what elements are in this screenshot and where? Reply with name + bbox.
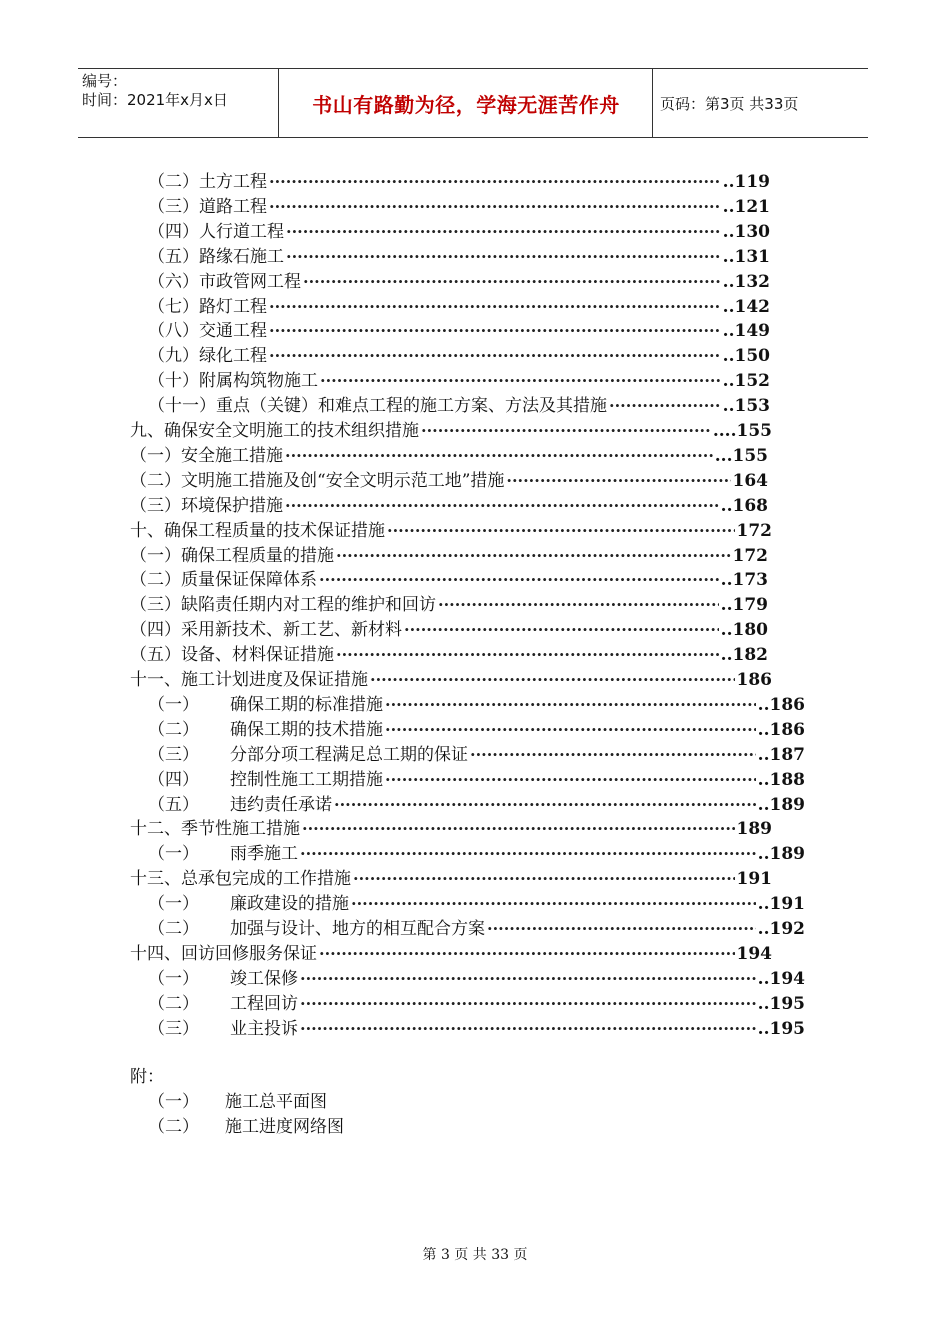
toc-entry-title: 土方工程 <box>199 172 267 192</box>
toc-leader-dots <box>300 847 756 865</box>
toc-entry-page: ..149 <box>722 321 770 342</box>
toc-entry-title: 竣工保修 <box>230 968 298 989</box>
toc-entry-page: ..192 <box>757 919 805 939</box>
toc-entry-page: 172 <box>736 520 772 541</box>
toc-entry-number: （三） <box>130 495 181 516</box>
appendix-item-title: 施工进度网络图 <box>225 1117 344 1137</box>
toc-leader-dots <box>286 250 721 268</box>
toc-entry-title: 环境保护措施 <box>181 495 283 516</box>
toc-leader-dots <box>370 673 735 691</box>
toc-leader-dots <box>320 374 721 392</box>
toc-entry-title: 廉政建设的措施 <box>230 894 349 915</box>
toc-entry-title: 分部分项工程满足总工期的保证 <box>230 744 468 765</box>
toc-entry-number: （二） <box>130 570 181 591</box>
toc-leader-dots <box>300 972 756 990</box>
toc-entry[interactable] <box>130 815 772 840</box>
toc-leader-dots <box>421 424 711 442</box>
toc-entry[interactable] <box>148 915 805 940</box>
header-page-label: 页码：第3页 共33页 <box>660 94 799 113</box>
toc-entry-title: 路缘石施工 <box>199 246 284 267</box>
toc-leader-dots <box>438 598 719 616</box>
toc-entry-title: 绿化工程 <box>199 346 267 367</box>
toc-entry[interactable] <box>148 193 770 218</box>
toc-entry-number: （五） <box>130 645 181 666</box>
date-label: 时间：2021年x月x日 <box>82 91 228 109</box>
toc-entry-page: ..188 <box>757 769 805 790</box>
toc-entry-title: 确保工程质量的技术保证措施 <box>164 520 385 541</box>
toc-entry-page: ..189 <box>757 794 805 815</box>
toc-leader-dots <box>506 474 730 492</box>
toc-entry-page: 189 <box>736 819 772 840</box>
toc-entry-number: （十） <box>148 371 199 392</box>
toc-entry-number: 九、 <box>130 421 164 441</box>
toc-leader-dots <box>285 499 719 517</box>
toc-leader-dots <box>609 399 721 417</box>
toc-leader-dots <box>470 748 756 766</box>
toc-entry-number: （二） <box>148 919 199 939</box>
toc-entry-page: ..142 <box>722 296 770 317</box>
toc-entry-title: 业主投诉 <box>230 1018 298 1039</box>
toc-entry[interactable] <box>130 666 772 691</box>
toc-entry-title: 确保工期的技术措施 <box>230 719 383 740</box>
toc-leader-dots <box>269 300 721 318</box>
toc-entry-number: （三） <box>148 1018 199 1039</box>
toc-entry-page: ..150 <box>722 346 770 367</box>
toc-entry-page: ..179 <box>720 595 768 616</box>
toc-entry-number: （一） <box>148 844 199 865</box>
toc-entry[interactable] <box>130 566 768 591</box>
toc-entry-page: 164 <box>732 470 768 491</box>
toc-entry[interactable] <box>148 840 805 865</box>
toc-entry-number: （五） <box>148 794 199 815</box>
page-header <box>78 68 868 138</box>
toc-entry[interactable] <box>130 467 768 492</box>
toc-entry-title: 控制性施工工期措施 <box>230 769 383 790</box>
toc-entry-page: ..119 <box>722 172 770 192</box>
toc-entry-number: 十、 <box>130 520 164 541</box>
toc-entry-page: ..186 <box>757 694 805 715</box>
toc-entry[interactable] <box>130 616 768 641</box>
toc-entry-number: （八） <box>148 321 199 342</box>
toc-leader-dots <box>302 822 735 840</box>
toc-entry-number: （一） <box>148 894 199 915</box>
toc-entry[interactable] <box>148 218 770 243</box>
toc-leader-dots <box>353 872 735 890</box>
toc-entry-title: 人行道工程 <box>199 221 284 242</box>
appendix-item-title: 施工总平面图 <box>225 1092 327 1112</box>
toc-entry-page: ..189 <box>757 844 805 865</box>
appendix-label: 附： <box>130 1067 164 1087</box>
toc-entry-title: 采用新技术、新工艺、新材料 <box>181 620 402 641</box>
toc-entry-number: 十三、 <box>130 869 181 890</box>
toc-entry-page: ..194 <box>757 968 805 989</box>
toc-entry[interactable] <box>130 940 772 965</box>
toc-entry-title: 总承包完成的工作措施 <box>181 869 351 890</box>
toc-entry[interactable] <box>130 591 768 616</box>
toc-entry-page: ..153 <box>722 396 770 417</box>
toc-entry-title: 市政管网工程 <box>199 271 301 292</box>
toc-leader-dots <box>269 324 721 342</box>
toc-entry-title: 确保安全文明施工的技术组织措施 <box>164 421 419 441</box>
toc-entry-title: 确保工程质量的措施 <box>181 545 334 566</box>
header-motto: 书山有路勤为径，学海无涯苦作舟 <box>312 92 620 117</box>
toc-entry-title: 道路工程 <box>199 196 267 217</box>
toc-entry-number: （四） <box>148 769 199 790</box>
toc-leader-dots <box>319 573 719 591</box>
toc-entry-title: 雨季施工 <box>230 844 298 865</box>
toc-entry-page: 172 <box>732 545 768 566</box>
toc-entry-page: ...155 <box>714 445 768 466</box>
toc-entry[interactable] <box>148 342 770 367</box>
toc-entry-number: （五） <box>148 246 199 267</box>
toc-entry-page: 194 <box>736 943 772 964</box>
toc-leader-dots <box>336 549 731 567</box>
toc-leader-dots <box>300 1022 756 1040</box>
toc-entry-title: 违约责任承诺 <box>230 794 332 815</box>
toc-entry[interactable] <box>148 766 805 791</box>
code-label: 编号： <box>82 72 128 90</box>
toc-entry-page: ..191 <box>757 894 805 915</box>
toc-entry-title: 确保工期的标准措施 <box>230 694 383 715</box>
toc-entry-title: 附属构筑物施工 <box>199 371 318 392</box>
toc-entry-title: 加强与设计、地方的相互配合方案 <box>230 919 485 939</box>
toc-entry-page: 186 <box>736 670 772 690</box>
toc-leader-dots <box>269 200 721 218</box>
toc-entry[interactable] <box>130 865 772 890</box>
toc-entry-number: （一） <box>130 445 181 466</box>
toc-entry-number: （十一） <box>148 396 216 417</box>
toc-leader-dots <box>300 997 756 1015</box>
toc-entry-number: （二） <box>148 993 199 1014</box>
toc-leader-dots <box>286 225 721 243</box>
toc-entry-title: 施工计划进度及保证措施 <box>181 670 368 690</box>
toc-leader-dots <box>385 773 756 791</box>
toc-entry-page: ..168 <box>720 495 768 516</box>
appendix-item <box>148 1116 344 1138</box>
toc-entry[interactable] <box>148 268 770 293</box>
toc-entry[interactable] <box>148 965 805 990</box>
toc-leader-dots <box>319 947 735 965</box>
toc-entry[interactable] <box>148 990 805 1015</box>
toc-entry-title: 设备、材料保证措施 <box>181 645 334 666</box>
toc-leader-dots <box>269 349 721 367</box>
toc-entry-title: 季节性施工措施 <box>181 819 300 840</box>
toc-entry[interactable] <box>130 492 768 517</box>
toc-entry-page: ..195 <box>757 1018 805 1039</box>
toc-entry[interactable] <box>130 442 768 467</box>
toc-leader-dots <box>404 623 719 641</box>
toc-entry[interactable] <box>148 691 805 716</box>
appendix-item-num: （二） <box>148 1117 199 1137</box>
header-divider <box>652 69 653 137</box>
toc-entry-page: ..186 <box>757 719 805 740</box>
toc-entry[interactable] <box>130 517 772 542</box>
toc-entry-number: 十一、 <box>130 670 181 690</box>
toc-entry-title: 回访回修服务保证 <box>181 943 317 964</box>
toc-entry-number: （一） <box>148 968 199 989</box>
toc-leader-dots <box>285 449 713 467</box>
toc-entry-page: ..121 <box>722 196 770 217</box>
appendix-item <box>148 1091 327 1113</box>
toc-entry-title: 重点（关键）和难点工程的施工方案、方法及其措施 <box>216 396 607 417</box>
toc-entry-number: 十四、 <box>130 943 181 964</box>
toc-entry[interactable] <box>148 168 770 193</box>
toc-entry-title: 路灯工程 <box>199 296 267 317</box>
toc-entry-title: 质量保证保障体系 <box>181 570 317 591</box>
appendix-item-num: （一） <box>148 1092 199 1112</box>
toc-entry-title: 工程回访 <box>230 993 298 1014</box>
toc-entry-page: ..180 <box>720 620 768 641</box>
toc-leader-dots <box>385 723 756 741</box>
toc-entry-title: 缺陷责任期内对工程的维护和回访 <box>181 595 436 616</box>
toc-entry[interactable] <box>148 392 770 417</box>
toc-leader-dots <box>303 275 721 293</box>
toc-entry-page: ..187 <box>757 744 805 765</box>
toc-entry-number: （二） <box>148 172 199 192</box>
toc-entry[interactable] <box>148 890 805 915</box>
toc-entry-number: （一） <box>148 694 199 715</box>
toc-entry[interactable] <box>130 641 768 666</box>
toc-entry-number: （四） <box>148 221 199 242</box>
toc-entry-number: （七） <box>148 296 199 317</box>
toc-leader-dots <box>351 897 756 915</box>
toc-entry[interactable] <box>130 542 768 567</box>
toc-leader-dots <box>334 798 756 816</box>
toc-leader-dots <box>269 175 721 193</box>
toc-entry-number: （三） <box>148 196 199 217</box>
toc-entry-page: ..182 <box>720 645 768 666</box>
toc-entry-title: 安全施工措施 <box>181 445 283 466</box>
toc-entry-number: （三） <box>148 744 199 765</box>
toc-entry-page: ..132 <box>722 271 770 292</box>
toc-leader-dots <box>336 648 719 666</box>
toc-entry-page: 191 <box>736 869 772 890</box>
page-footer: 第 3 页 共 33 页 <box>422 1247 528 1263</box>
toc-entry[interactable] <box>148 716 805 741</box>
toc-entry[interactable] <box>148 367 770 392</box>
toc-entry-title: 交通工程 <box>199 321 267 342</box>
toc-leader-dots <box>487 922 756 940</box>
header-divider <box>278 69 279 137</box>
toc-entry-number: （六） <box>148 271 199 292</box>
toc-entry-page: ..130 <box>722 221 770 242</box>
toc-entry-page: ....155 <box>712 421 772 441</box>
toc-entry-page: ..131 <box>722 246 770 267</box>
toc-entry[interactable] <box>148 243 770 268</box>
toc-entry[interactable] <box>148 317 770 342</box>
toc-leader-dots <box>387 524 735 542</box>
toc-entry-number: （四） <box>130 620 181 641</box>
toc-entry-page: ..152 <box>722 371 770 392</box>
toc-entry[interactable] <box>148 791 805 816</box>
toc-entry[interactable] <box>148 293 770 318</box>
toc-entry-title: 文明施工措施及创“安全文明示范工地”措施 <box>181 470 505 491</box>
toc-leader-dots <box>385 698 756 716</box>
toc-entry-page: ..195 <box>757 993 805 1014</box>
toc-entry-number: （九） <box>148 346 199 367</box>
toc-entry-page: ..173 <box>720 570 768 591</box>
header-meta <box>82 72 228 110</box>
toc-entry-number: （三） <box>130 595 181 616</box>
toc-entry-number: （一） <box>130 545 181 566</box>
toc-entry[interactable] <box>148 1015 805 1040</box>
toc-entry-number: （二） <box>148 719 199 740</box>
toc-entry[interactable] <box>148 741 805 766</box>
toc-entry-number: 十二、 <box>130 819 181 840</box>
toc-entry-number: （二） <box>130 470 181 491</box>
toc-entry[interactable] <box>130 417 772 442</box>
